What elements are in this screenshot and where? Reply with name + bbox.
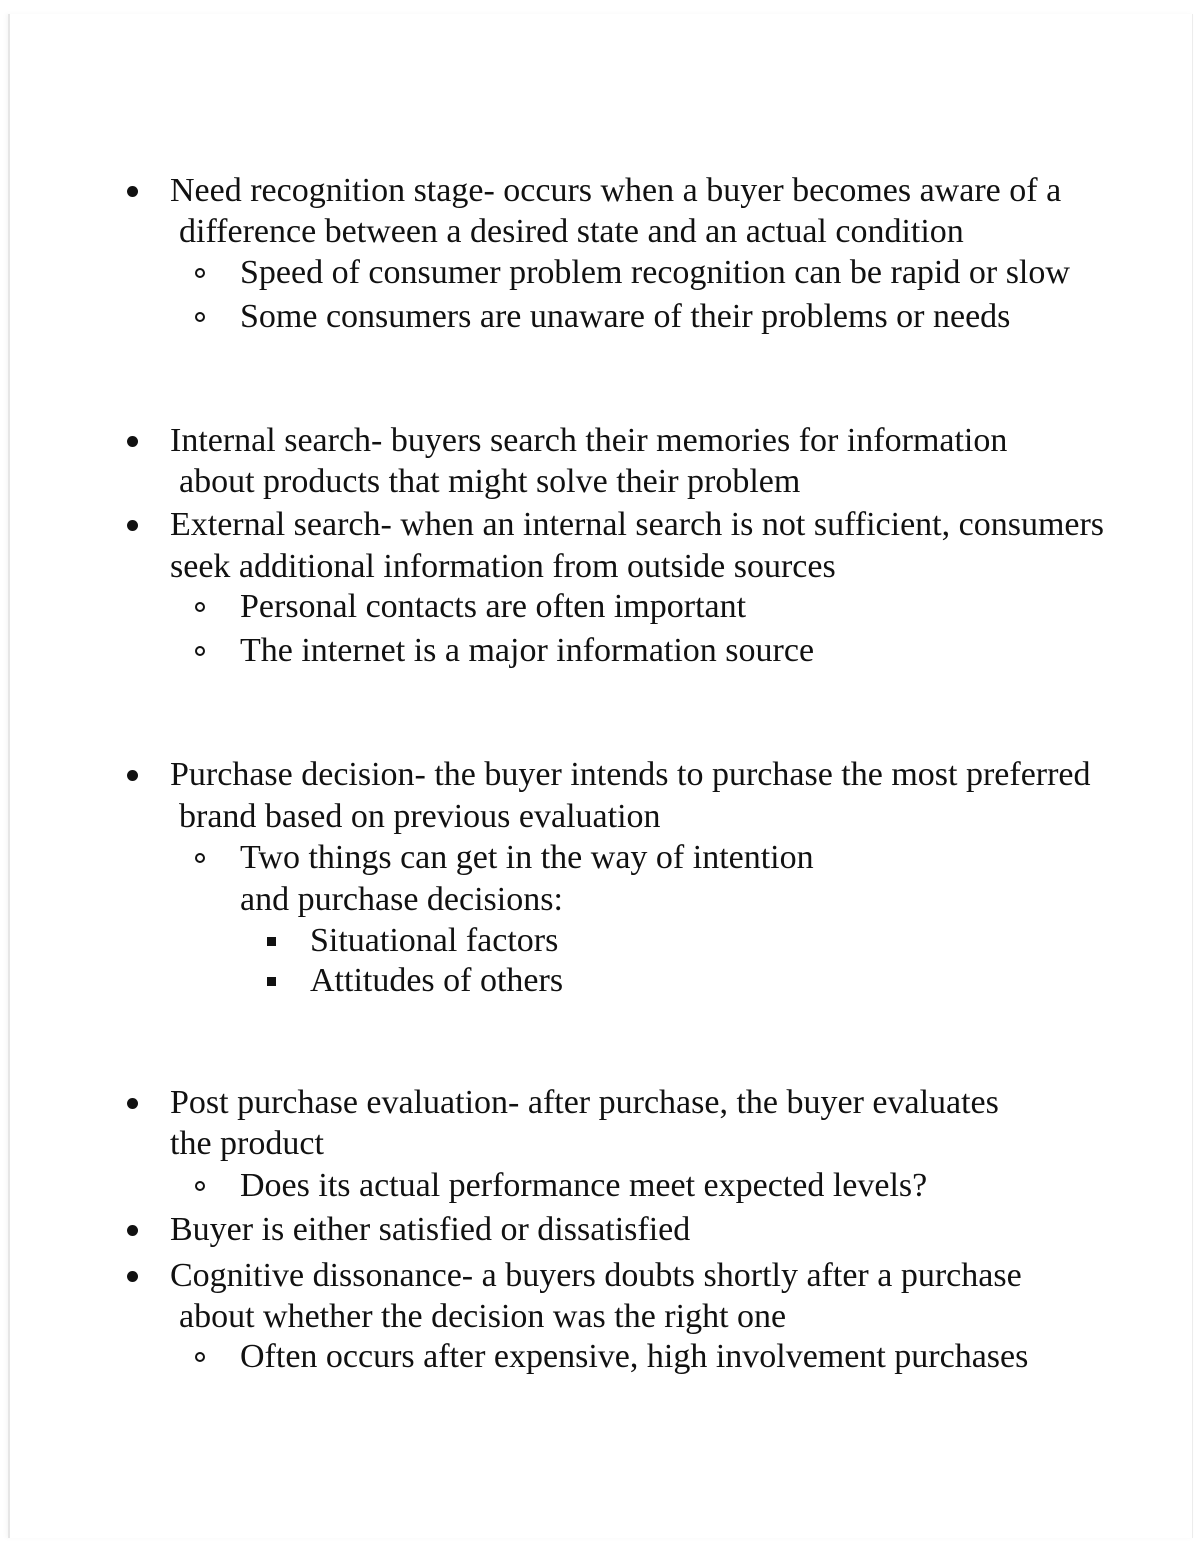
list-item-text: Two things can get in the way of intention xyxy=(240,839,814,876)
list-item-text: Buyer is either satisfied or dissatisfied xyxy=(170,1211,691,1248)
bullet-square-icon xyxy=(267,937,276,946)
bullet-disc-icon xyxy=(127,186,138,197)
list-item-text: External search- when an internal search is not sufficient, consumers xyxy=(170,506,1105,543)
bullet-circle-icon xyxy=(195,602,205,612)
bullet-circle-icon xyxy=(195,268,205,278)
list-item-text: Internal search- buyers search their memories for information xyxy=(170,422,1008,459)
bullet-circle-icon xyxy=(195,646,205,656)
bullet-disc-icon xyxy=(127,770,138,781)
list-item-text: Speed of consumer problem recognition can be rapid or slow xyxy=(240,254,1070,291)
bullet-circle-icon xyxy=(195,853,205,863)
list-item-text: brand based on previous evaluation xyxy=(179,798,661,835)
bullet-disc-icon xyxy=(127,436,138,447)
bullet-square-icon xyxy=(267,977,276,986)
bullet-disc-icon xyxy=(127,1098,138,1109)
list-item-text: Cognitive dissonance- a buyers doubts shortly after a purchase xyxy=(170,1257,1022,1294)
list-item-text: difference between a desired state and an actual condition xyxy=(179,213,964,250)
bullet-disc-icon xyxy=(127,1271,138,1282)
list-item-text: seek additional information from outside sources xyxy=(170,548,836,585)
list-item-text: Does its actual performance meet expected levels? xyxy=(240,1167,928,1204)
bullet-disc-icon xyxy=(127,1225,138,1236)
list-item-text: about whether the decision was the right one xyxy=(179,1298,787,1335)
bullet-circle-icon xyxy=(195,312,205,322)
list-item-text: about products that might solve their problem xyxy=(179,463,801,500)
list-item-text: Personal contacts are often important xyxy=(240,588,747,625)
list-item-text: Need recognition stage- occurs when a buyer becomes aware of a xyxy=(170,172,1062,209)
bullet-circle-icon xyxy=(195,1181,205,1191)
list-item-text: Some consumers are unaware of their problems or needs xyxy=(240,298,1011,335)
bullet-circle-icon xyxy=(195,1352,205,1362)
list-item-text: Attitudes of others xyxy=(310,962,564,999)
list-item-text: Purchase decision- the buyer intends to purchase the most preferred xyxy=(170,756,1091,793)
list-item-text: The internet is a major information source xyxy=(240,632,815,669)
list-item-text: and purchase decisions: xyxy=(240,881,563,918)
list-item-text: Situational factors xyxy=(310,922,559,959)
list-item-text: Post purchase evaluation- after purchase, the buyer evaluates xyxy=(170,1084,999,1121)
list-item-text: the product xyxy=(170,1125,324,1162)
list-item-text: Often occurs after expensive, high involvement purchases xyxy=(240,1338,1029,1375)
bullet-disc-icon xyxy=(127,520,138,531)
